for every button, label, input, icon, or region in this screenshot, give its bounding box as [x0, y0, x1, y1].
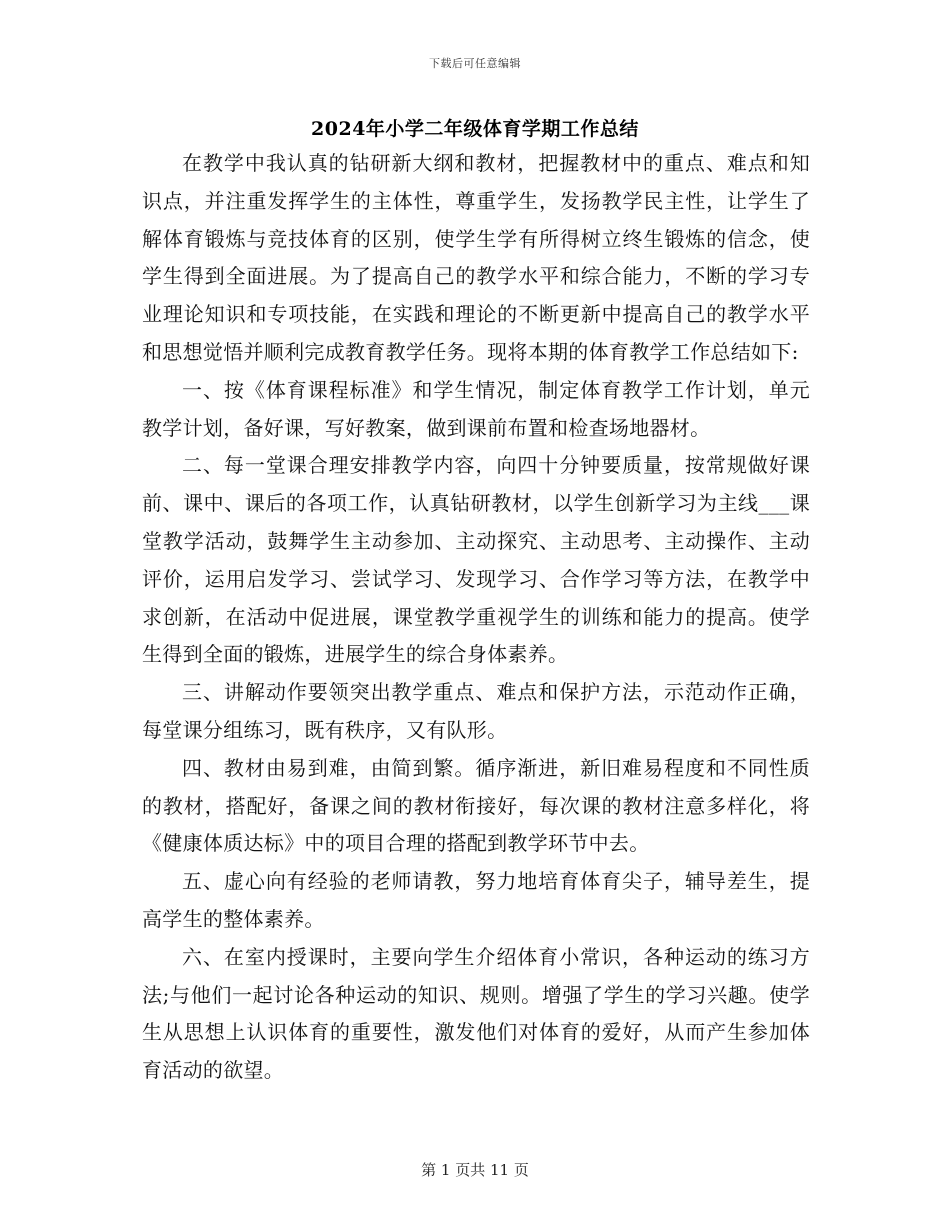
paragraph-item-3: 三、讲解动作要领突出教学重点、难点和保护方法，示范动作正确，每堂课分组练习，既有秩序，又有队形。 — [142, 680, 810, 742]
paragraph-item-2: 二、每一堂课合理安排教学内容，向四十分钟要质量，按常规做好课前、课中、课后的各项工作，认真钻研教材，以学生创新学习为主线___课堂教学活动，鼓舞学生主动参加、主动探究、主动思考、主动操作、主动评价，运用启发学习、尝试学习、发现学习、合作学习等方法，在教学中求创新，在活动中促进展，课堂教学重视学生的训练和能力的提高。使学生得到全面的锻炼，进展学生的综合身体素养。 — [142, 453, 810, 667]
paragraph-item-1: 一、按《体育课程标准》和学生情况，制定体育教学工作计划，单元教学计划，备好课，写好教案，做到课前布置和检查场地器材。 — [142, 377, 810, 440]
paragraph-item-4: 四、教材由易到难，由简到繁。循序渐进，新旧难易程度和不同性质的教材，搭配好，备课之间的教材衔接好，每次课的教材注意多样化，将《健康体质达标》中的项目合理的搭配到教学环节中去。 — [142, 755, 810, 856]
document-title: 2024年小学二年级体育学期工作总结 — [311, 118, 639, 140]
paragraph-item-6: 六、在室内授课时，主要向学生介绍体育小常识，各种运动的练习方法;与他们一起讨论各种运动的知识、规则。增强了学生的学习兴趣。使学生从思想上认识体育的重要性，激发他们对体育的爱好，从而产生参加体育活动的欲望。 — [142, 944, 810, 1083]
page-number: 第 1 页共 11 页 — [421, 1161, 529, 1179]
paragraph-item-5: 五、虚心向有经验的老师请教，努力地培育体育尖子，辅导差生，提高学生的整体素养。 — [142, 869, 810, 931]
document-body — [142, 145, 810, 1090]
header-note: 下载后可任意编辑 — [429, 57, 521, 70]
paragraph-intro: 在教学中我认真的钻研新大纲和教材，把握教材中的重点、难点和知识点，并注重发挥学生的主体性，尊重学生，发扬教学民主性，让学生了解体育锻炼与竞技体育的区别，使学生学有所得树立终生锻炼的信念，使学生得到全面进展。为了提高自己的教学水平和综合能力，不断的学习专业理论知识和专项技能，在实践和理论的不断更新中提高自己的教学水平和思想觉悟并顺利完成教育教学任务。现将本期的体育教学工作总结如下: — [142, 151, 810, 364]
